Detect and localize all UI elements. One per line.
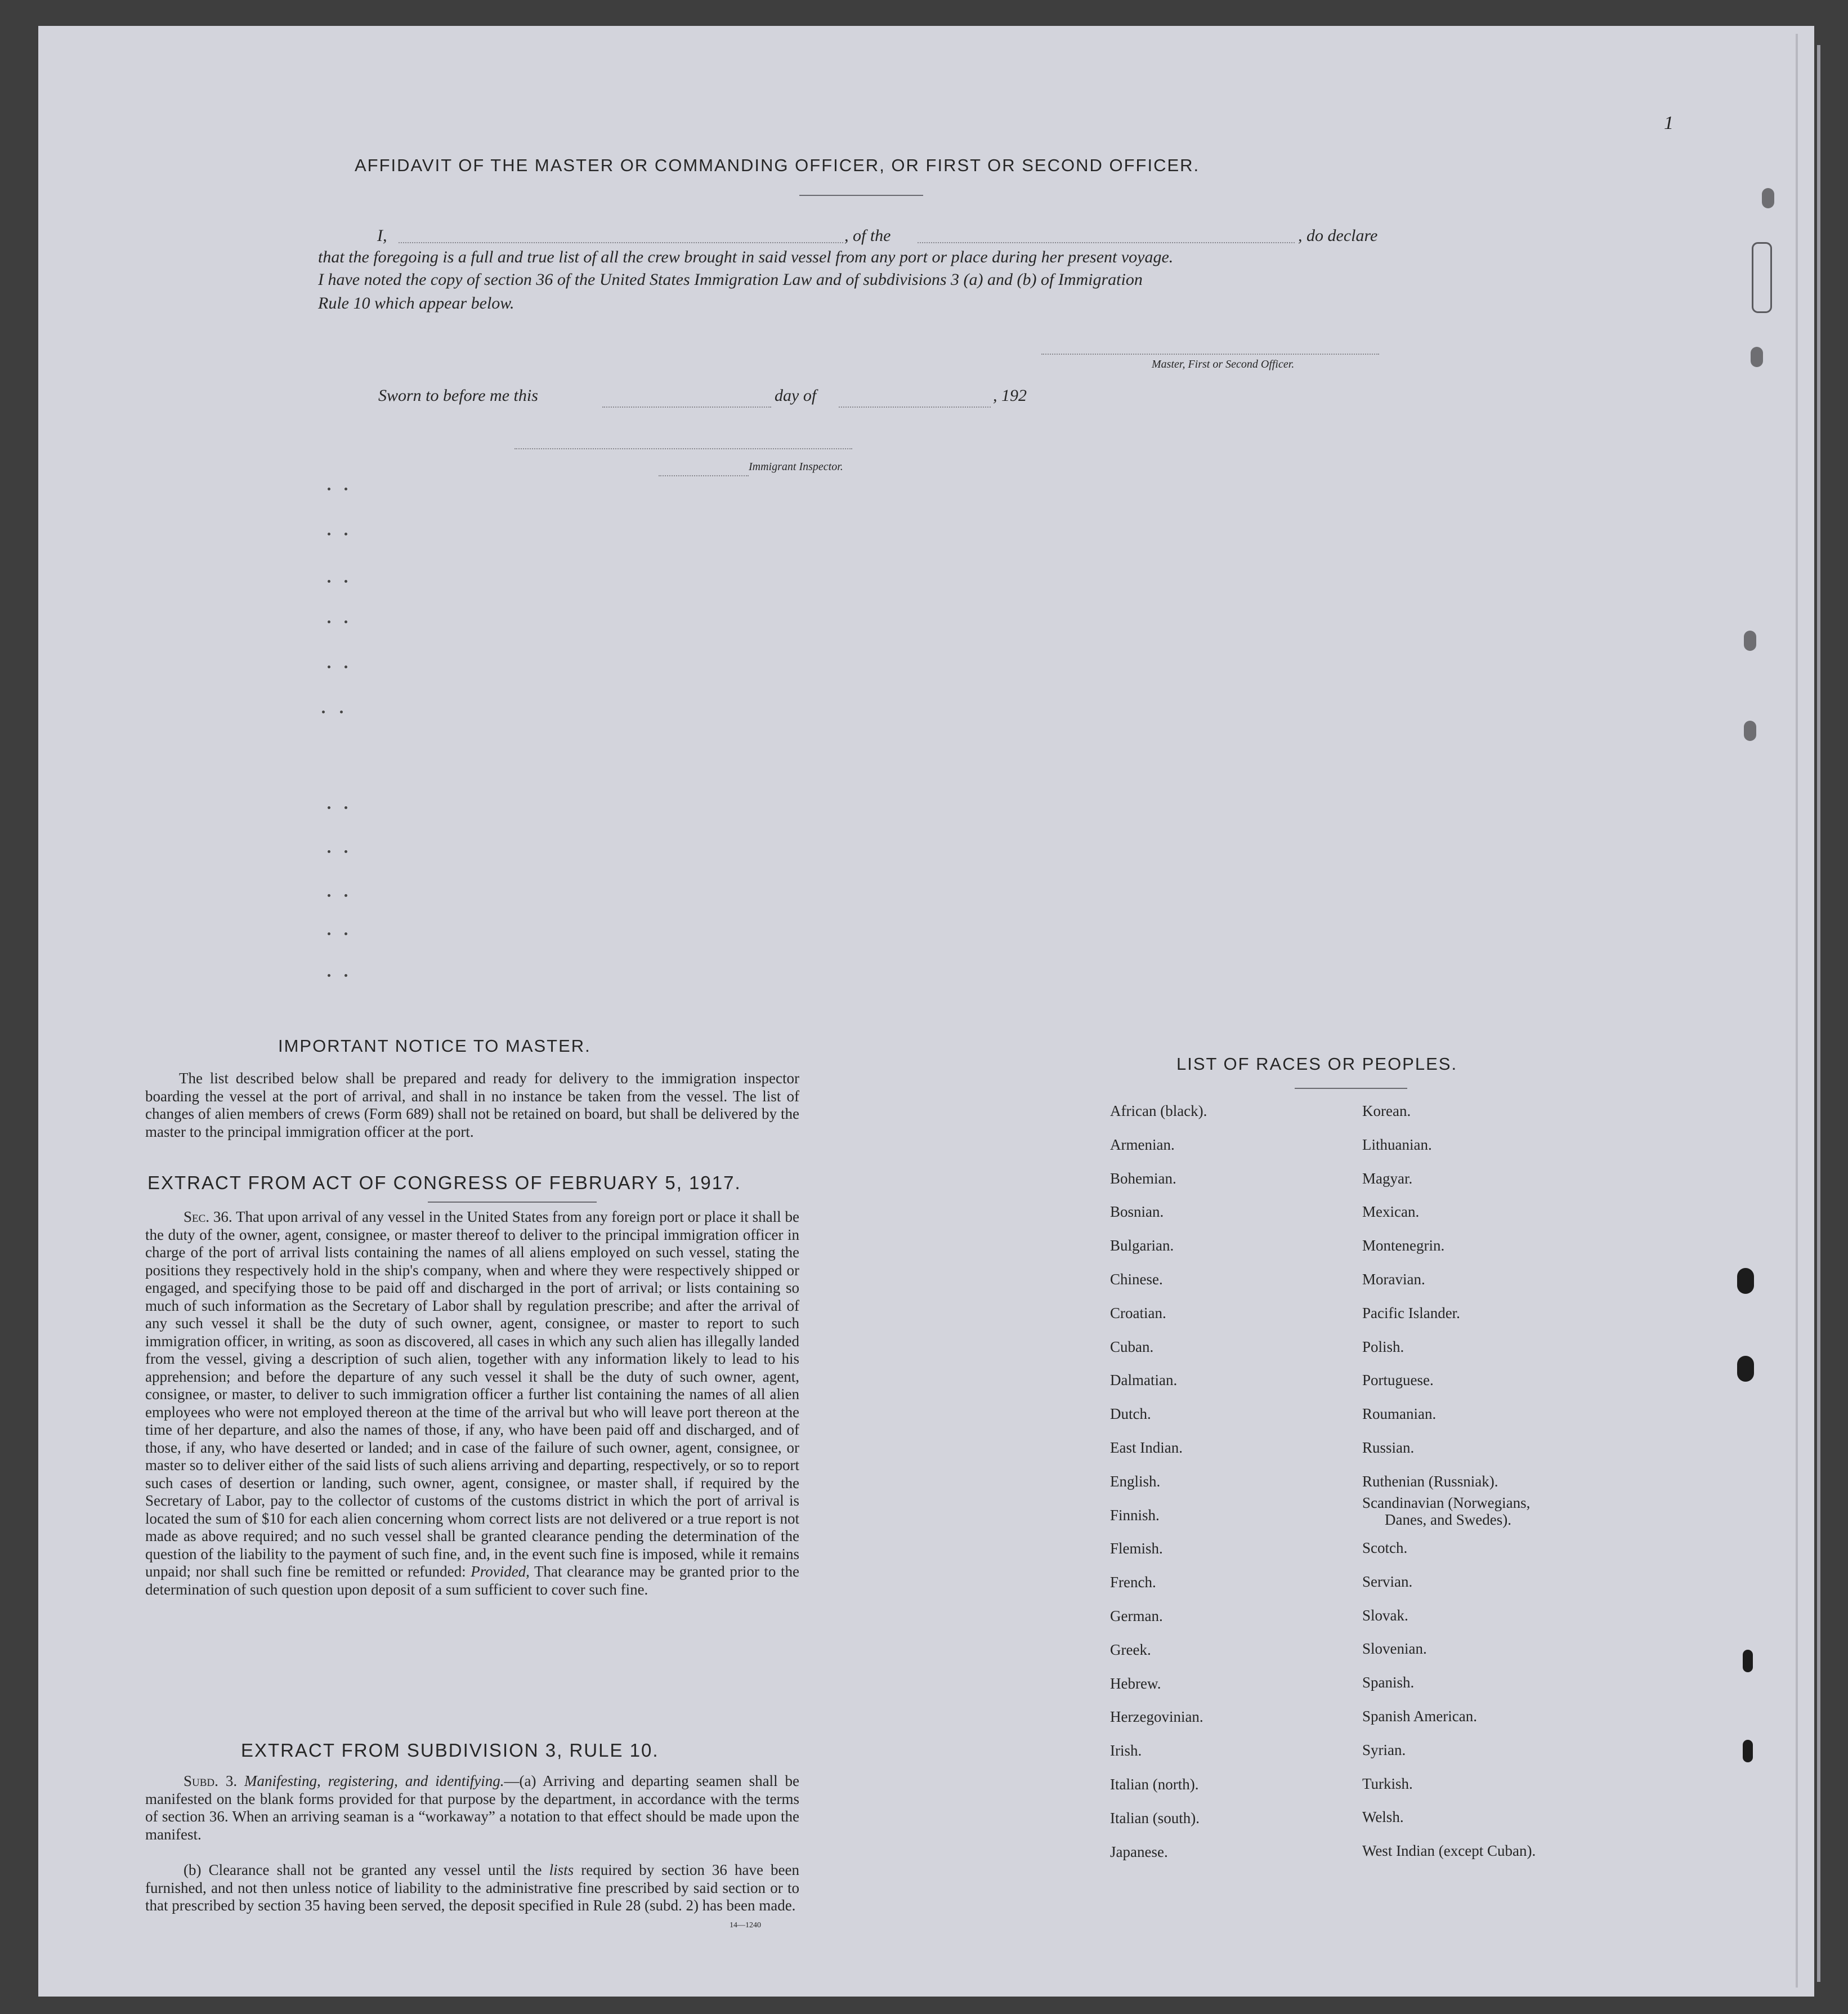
form-number: 14—1240	[730, 1921, 761, 1930]
signature-blank	[1041, 354, 1379, 355]
notice-title: IMPORTANT NOTICE TO MASTER.	[278, 1036, 591, 1056]
para-b-lists: lists	[549, 1861, 574, 1878]
dot	[344, 620, 347, 623]
affidavit-declare: , do declare	[1298, 226, 1378, 245]
dot	[328, 580, 330, 583]
provided-word: Provided,	[471, 1563, 530, 1580]
para-b-text-1: (b) Clearance shall not be granted any vessel until the	[184, 1861, 542, 1878]
race-item: Croatian.	[1110, 1304, 1166, 1321]
race-item: Herzegovinian.	[1110, 1708, 1203, 1726]
dot	[328, 533, 330, 535]
dot	[344, 894, 347, 897]
race-item: Spanish American.	[1362, 1708, 1477, 1725]
race-item: Bohemian.	[1110, 1169, 1176, 1187]
extract1-rule	[428, 1202, 597, 1203]
race-item: Spanish.	[1362, 1674, 1415, 1691]
race-item: Korean.	[1362, 1102, 1411, 1119]
race-item: Hebrew.	[1110, 1674, 1161, 1692]
race-item: Bulgarian.	[1110, 1237, 1174, 1254]
race-item: African (black).	[1110, 1102, 1207, 1119]
notice-text: The list described below shall be prepared and ready for delivery to the immigration inspector boarding the vessel at the port of arrival, and shall in no instance be taken from the vessel. The list of changes of alien members of crews (Form 689) shall not be retained on board, but shall be delivered by the master to the principal immigration officer at the port.	[145, 1070, 799, 1140]
dot	[344, 488, 347, 490]
dot	[344, 580, 347, 583]
binder-hole	[1737, 1356, 1754, 1382]
race-item: Syrian.	[1362, 1741, 1406, 1758]
race-item: Italian (south).	[1110, 1809, 1200, 1827]
affidavit-line3: I have noted the copy of section 36 of the United States Immigration Law and of subdivisions 3 (a) and (b) of Immigration	[318, 270, 1143, 289]
race-item: Welsh.	[1362, 1808, 1404, 1826]
sworn-text: Sworn to before me this	[378, 386, 538, 405]
race-item: Roumanian.	[1362, 1405, 1437, 1423]
inspector-blank	[514, 448, 852, 449]
extract2-para-b	[145, 1861, 799, 1915]
binder-hole	[1744, 631, 1756, 651]
binder-hole	[1751, 347, 1763, 367]
race-item: Polish.	[1362, 1338, 1404, 1355]
race-item: Servian.	[1362, 1573, 1413, 1590]
subd-heading: Manifesting, registering, and identifying.	[244, 1772, 504, 1789]
inspector-label: Immigrant Inspector.	[749, 461, 843, 473]
races-title: LIST OF RACES OR PEOPLES.	[1176, 1054, 1458, 1074]
binder-hole	[1743, 1740, 1753, 1762]
dot	[344, 932, 347, 935]
race-item: Japanese.	[1110, 1843, 1168, 1860]
race-item: Slovenian.	[1362, 1640, 1427, 1658]
sworn-day-of: day of	[775, 386, 817, 405]
day-blank	[602, 407, 771, 408]
race-item: Flemish.	[1110, 1540, 1163, 1557]
name-blank	[399, 242, 843, 243]
binder-hole	[1744, 721, 1756, 741]
vessel-blank	[918, 242, 1295, 243]
binder-hole	[1737, 1268, 1754, 1294]
sec36-text-end: That clearance may be granted prior to the determination of such question upon deposit of a sum sufficient to cover such fine.	[145, 1563, 799, 1598]
affidavit-title: AFFIDAVIT OF THE MASTER OR COMMANDING OFFICER, OR FIRST OR SECOND OFFICER.	[355, 155, 1200, 175]
race-item: Magyar.	[1362, 1169, 1413, 1187]
dot	[328, 488, 330, 490]
race-item: West Indian (except Cuban).	[1362, 1842, 1536, 1860]
master-label: Master, First or Second Officer.	[1152, 358, 1295, 370]
race-item: Dutch.	[1110, 1405, 1151, 1423]
dot	[328, 974, 330, 977]
dot	[328, 806, 330, 809]
paper-edge	[1796, 34, 1798, 1988]
race-item: Turkish.	[1362, 1775, 1413, 1792]
affidavit-line4: Rule 10 which appear below.	[318, 294, 514, 312]
race-item: Danes, and Swedes).	[1385, 1511, 1511, 1528]
sec36-text: That upon arrival of any vessel in the United States from any foreign port or place it shall be the duty of the owner, agent, consignee, or master thereof to deliver to the principal immigration officer in charge of the port of arrival lists containing the names of all aliens employed on such vessel, stating the positions they respectively hold in the ship's company, when and where they were respectively shipped or engaged, and specifying those to be paid off and discharged in the port of arrival; or lists containing so much of such information as the Secretary of Labor shall by regulation prescribe; and after the arrival of any such vessel it shall be the duty of such owner, agent, consignee, or master to report to such immigration officer, in writing, as soon as discovered, all cases in which any such alien has illegally landed from the vessel, giving a description of such alien, together with any information likely to lead to his apprehension; and before the departure of any such vessel it shall be the duty of such owner, agent, consignee, or master, to deliver to such immigration officer a further list containing the names of all alien employees who were not employed thereon at the time of the arrival but who will leave port thereon at the time of her departure, and also the names of those, if any, who have been paid off and discharged, and of those, if any, who have deserted or landed; and in case of the failure of such owner, agent, consignee, or master so to deliver either of the said lists of such aliens arriving and departing, respectively, or so to report such cases of desertion or landing, such owner, agent, consignee, or master shall, if required by the Secretary of Labor, pay to the collector of customs of the customs district in which the port of arrival is located the sum of $10 for each alien concerning whom correct lists are not delivered or a true report is not made as above required; and no such vessel shall be granted clearance pending the determination of the question of the liability to the payment of such fine, and, in the event such fine is imposed, while it remains unpaid; nor shall such fine be remitted or refunded:	[145, 1208, 799, 1580]
dot	[344, 666, 347, 668]
extract2-title: EXTRACT FROM SUBDIVISION 3, RULE 10.	[241, 1740, 659, 1761]
paper-edge-shadow	[1817, 45, 1820, 1982]
affidavit-line2: that the foregoing is a full and true list of all the crew brought in said vessel from any port or place during her present voyage.	[318, 248, 1174, 266]
binder-hole	[1762, 188, 1774, 208]
race-item: Mexican.	[1362, 1203, 1420, 1221]
dot	[328, 620, 330, 623]
race-item: Scandinavian (Norwegians,	[1362, 1494, 1531, 1511]
race-item: German.	[1110, 1607, 1163, 1624]
extract1-text	[145, 1208, 799, 1598]
race-item: Finnish.	[1110, 1506, 1160, 1524]
corner-mark: 1	[1664, 113, 1674, 133]
dot	[328, 894, 330, 897]
race-item: Greek.	[1110, 1641, 1151, 1658]
race-item: Bosnian.	[1110, 1203, 1164, 1221]
inspector-blank-2	[659, 475, 749, 476]
race-item: Portuguese.	[1362, 1372, 1434, 1389]
race-item: Chinese.	[1110, 1271, 1163, 1288]
dot	[344, 850, 347, 853]
sec-label: Sec. 36.	[184, 1208, 232, 1225]
dot	[340, 711, 343, 713]
binder-clip	[1752, 242, 1772, 313]
affidavit-i: I,	[377, 226, 387, 245]
race-item: Montenegrin.	[1362, 1237, 1445, 1254]
race-item: Armenian.	[1110, 1136, 1175, 1153]
race-item: Lithuanian.	[1362, 1136, 1432, 1153]
dot	[328, 850, 330, 853]
extract1-title: EXTRACT FROM ACT OF CONGRESS OF FEBRUARY 5, 1917.	[147, 1172, 741, 1193]
races-rule	[1295, 1088, 1407, 1089]
race-item: French.	[1110, 1574, 1156, 1591]
affidavit-of-the: , of the	[844, 226, 891, 245]
para-b-text-2: required by section 36 have been furnished, and not then unless notice of liability to the administrative fine prescribed by said section or to that prescribed by section 35 having been served, the deposit specified in Rule 28 (subd. 2) has been made.	[145, 1861, 800, 1914]
race-item: Moravian.	[1362, 1271, 1425, 1288]
sworn-year: , 192	[993, 386, 1027, 405]
race-item: Italian (north).	[1110, 1776, 1199, 1793]
race-item: Russian.	[1362, 1439, 1415, 1456]
race-item: Dalmatian.	[1110, 1372, 1178, 1389]
month-blank	[839, 407, 991, 408]
dot	[328, 932, 330, 935]
race-item: Ruthenian (Russniak).	[1362, 1472, 1498, 1490]
extract2-para-a	[145, 1772, 799, 1843]
race-item: Scotch.	[1362, 1539, 1408, 1556]
race-item: East Indian.	[1110, 1439, 1183, 1456]
race-item: English.	[1110, 1472, 1161, 1490]
race-item: Irish.	[1110, 1742, 1142, 1760]
race-item: Pacific Islander.	[1362, 1304, 1460, 1321]
dot	[344, 974, 347, 977]
race-item: Slovak.	[1362, 1606, 1408, 1624]
dot	[344, 533, 347, 535]
race-item: Cuban.	[1110, 1338, 1154, 1355]
binder-hole	[1743, 1650, 1753, 1672]
subd-label: Subd. 3.	[184, 1772, 238, 1789]
dot	[322, 711, 325, 713]
paper-sheet	[38, 26, 1814, 1997]
dot	[328, 666, 330, 668]
dot	[344, 806, 347, 809]
title-rule	[799, 195, 923, 196]
para-a-text: —(a) Arriving and departing seamen shall be manifested on the blank forms provided for that purpose by the department, in accordance with the terms of section 36. When an arriving seaman is a “workaway” a notation to that effect should be made upon the manifest.	[145, 1772, 799, 1843]
